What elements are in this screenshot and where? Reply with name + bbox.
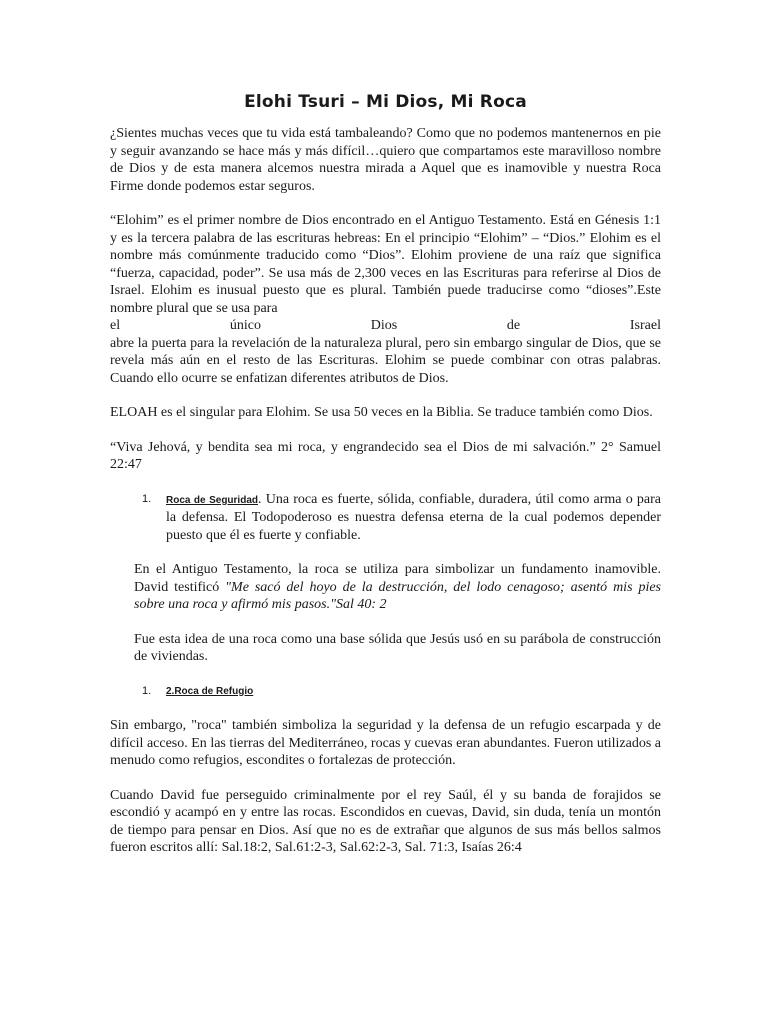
spread-word: de [506,318,521,333]
elohim-paragraph-part-1: “Elohim” es el primer nombre de Dios encontrado en el Antiguo Testamento. Está en Génesis 1:1 y es la tercera palabra de las escrituras hebreas: En el principio “Elohim” – “Dios.” Elohim es el nombre más comúnmente traducido como “Dios”. Elohim proviene de una raíz que significa “fuerza, capacidad, poder”. Se usa más de 2,300 veces en las Escrituras para referirse al Dios de Israel. Elohim es inusual puesto que es plural. También puede traducirse como “dioses”.Este nombre plural que se usa para [110,213,661,316]
spread-word: Dios [370,318,398,333]
eloah-paragraph: ELOAH es el singular para Elohim. Se usa 50 veces en la Biblia. Se traduce también como Dios. [110,405,653,420]
refugio-paragraph: Sin embargo, "roca" también simboliza la seguridad y la defensa de un refugio escarpada y de difícil acceso. En las tierras del Mediterráneo, rocas y cuevas eran abundantes. Fueron utilizados a menudo como refugios, escondites o fortalezas de protección. [110,718,661,768]
list-item-roca-de-refugio [110,683,661,701]
document-page [110,92,661,857]
antiguo-testamento-text: En el Antiguo Testamento, la roca se utiliza para simbolizar un fundamento inamovible. David testificó [134,562,661,595]
spread-word: Israel [629,318,661,333]
salmo-40-quote: "Me sacó del hoyo de la destrucción, del lodo cenagoso; asentó mis pies sobre una roca y afirmó mis pasos."Sal 40: 2 [134,579,661,612]
list-number: 1. [142,684,152,697]
intro-paragraph: ¿Sientes muchas veces que tu vida está tambaleando? Como que no podemos mantenernos en pie y seguir avanzando se hace más y más difícil…quiero que compartamos este maravilloso nombre de Dios y de esta manera alcemos nuestra mirada a Aquel que es inamovible y nuestra Roca Firme donde podemos estar seguros. [110,126,661,194]
jesus-parable-paragraph: Fue esta idea de una roca como una base sólida que Jesús usó en su parábola de construcción de viviendas. [134,631,661,664]
list-item-body [166,491,661,545]
roca-de-seguridad-heading: Roca de Seguridad [166,494,258,506]
spread-word: único [229,318,261,333]
document-title: Elohi Tsuri – Mi Dios, Mi Roca [244,92,527,112]
elohim-spread-line [110,317,661,335]
elohim-paragraph-part-2: abre la puerta para la revelación de la naturaleza plural, pero sin embargo singular de Dios, que se revela más aún en el resto de las Escrituras. Elohim se puede combinar con otras palabras. Cuando ello ocurre se enfatizan diferentes atributos de Dios. [110,335,661,386]
samuel-quote-paragraph: “Viva Jehová, y bendita sea mi roca, y engrandecido sea el Dios de mi salvación.” 2° Samuel 22:47 [110,439,661,472]
list-item-roca-de-seguridad [110,491,661,545]
indented-section [110,561,661,666]
roca-de-seguridad-text: . Una roca es fuerte, sólida, confiable, duradera, útil como arma o para la defensa. El Todopoderoso es nuestra defensa eterna de la cual podemos depender puesto que él es fuerte y confiable. [166,491,662,543]
list-number: 1. [142,492,152,505]
antiguo-testamento-paragraph [134,561,661,614]
roca-de-refugio-heading: 2.Roca de Refugio [166,685,254,697]
spread-word: el [110,318,121,333]
david-paragraph: Cuando David fue perseguido criminalmente por el rey Saúl, él y su banda de forajidos se escondió y acampó en y entre las rocas. Escondidos en cuevas, David, sin duda, tenía un montón de tiempo para pensar en Dios. Así que no es de extrañar que algunos de sus más bellos salmos fueron escritos allí: Sal.18:2, Sal.61:2-3, Sal.62:2-3, Sal. 71:3, Isaías 26:4 [110,787,661,855]
